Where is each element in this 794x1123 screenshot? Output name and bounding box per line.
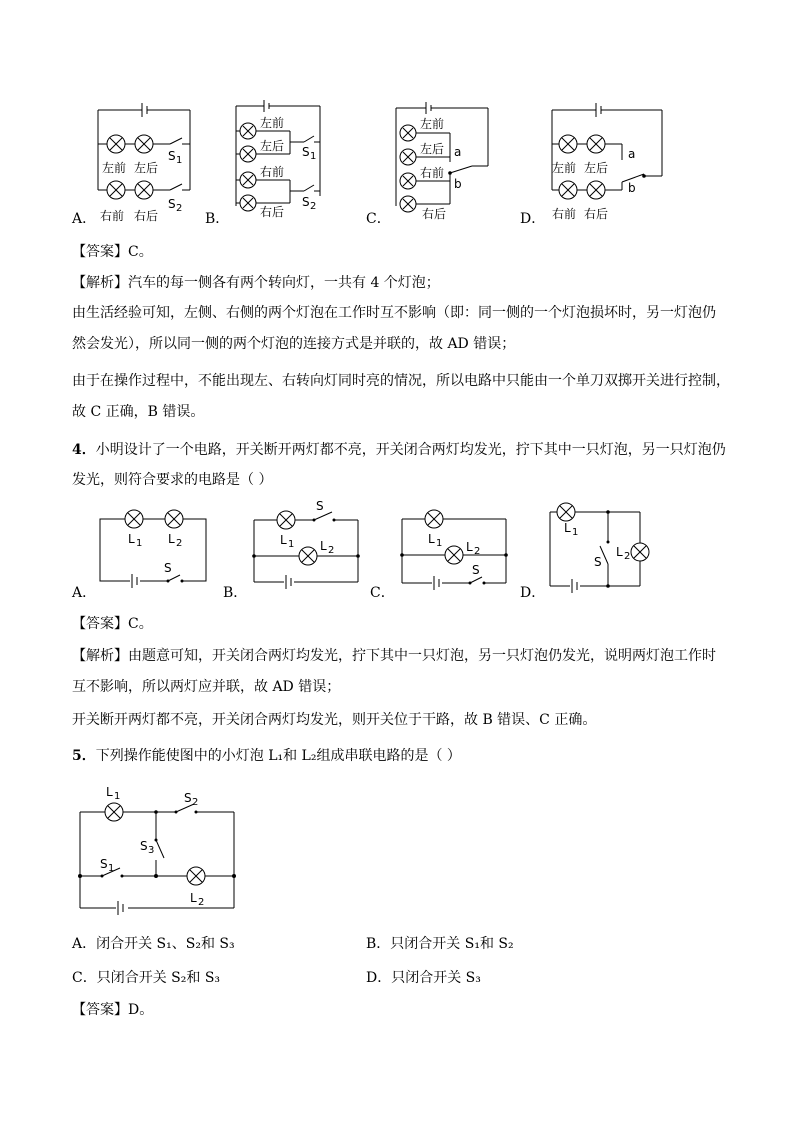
q4b-l1: L [280, 533, 287, 547]
q3c-right-back: 右后 [422, 207, 447, 221]
q3b-s1: S [302, 145, 310, 159]
q4-stem-2: 发光，则符合要求的电路是（ ） [72, 472, 273, 488]
q3d-left-front: 左前 [552, 161, 577, 175]
q4-analysis-text-1: 由题意可知，开关闭合两灯均发光，拧下其中一只灯泡，另一只灯泡仍发光，说明两灯泡工作时 [128, 648, 716, 664]
q3a-s1: S [168, 149, 176, 163]
q4d-l2-sub: 2 [624, 551, 631, 562]
q3-circuit-a [92, 98, 202, 228]
q5-answer-value: D。 [128, 1002, 154, 1018]
q3-analysis-2: 由生活经验可知，左侧、右侧的两个灯泡在工作时互不影响（即：同一侧的一个灯泡损坏时，另一灯泡仍 [72, 305, 716, 321]
q4-option-d-label: D． [520, 585, 546, 601]
q4-stem-text-1: 小明设计了一个电路，开关断开两灯都不亮，开关闭合两灯均发光，拧下其中一只灯泡，另一只灯泡仍 [95, 442, 726, 458]
q4d-l2: L [616, 545, 623, 559]
q3-answer-tag: 【答案】 [72, 244, 128, 260]
q4d-l1-sub: 1 [572, 527, 579, 538]
q3a-right-back: 右后 [134, 209, 159, 223]
q3-analysis-text-1: 汽车的每一侧各有两个转向灯，一共有 4 个灯泡； [128, 275, 440, 291]
q3a-left-back: 左后 [134, 161, 159, 175]
q4c-l1: L [428, 532, 435, 546]
q3-option-b-label: B． [205, 211, 230, 227]
q4-option-a-label: A． [72, 585, 97, 601]
q5-l1-sub: 1 [114, 791, 121, 802]
q5-s1: S [100, 857, 108, 871]
q3-analysis-tag: 【解析】 [72, 275, 128, 291]
q3d-a: a [628, 147, 636, 161]
q5-l2-sub: 2 [198, 897, 205, 908]
q3c-left-back: 左后 [420, 142, 445, 156]
q3-answer [72, 242, 722, 262]
q3-analysis-3: 然会发光），所以同一侧的两个灯泡的连接方式是并联的，故 AD 错误； [72, 336, 516, 352]
q4-answer-value: C。 [128, 616, 153, 632]
q3b-s2: S [302, 195, 310, 209]
q4-option-b-label: B． [223, 585, 248, 601]
q4-answer [72, 614, 722, 634]
q3a-left-front: 左前 [102, 161, 127, 175]
q5-choice-d: D．只闭合开关 S₃ [366, 970, 481, 986]
q4a-l1-sub: 1 [136, 538, 143, 549]
q3b-s2-sub: 2 [310, 201, 317, 212]
q4a-l2-sub: 2 [176, 538, 183, 549]
q3-circuit-b [228, 98, 338, 228]
q4b-s: S [316, 500, 324, 513]
q4d-l1: L [564, 521, 571, 535]
q4-circuit-d [544, 500, 664, 595]
q3d-right-front: 右前 [552, 207, 577, 221]
q4c-l2: L [466, 540, 473, 554]
q4a-l1: L [128, 532, 135, 546]
q4-option-c-label: C． [370, 585, 395, 601]
q4-answer-tag: 【答案】 [72, 616, 128, 632]
q5-l1: L [106, 785, 113, 799]
q5-s3-sub: 3 [148, 845, 155, 856]
q4-number: 4． [72, 442, 96, 458]
q4d-s: S [594, 555, 602, 569]
q5-stem-text: 下列操作能使图中的小灯泡 L₁和 L₂组成串联电路的是（ ） [95, 748, 461, 764]
q3d-right-back: 右后 [584, 207, 609, 221]
q4c-l1-sub: 1 [436, 538, 443, 549]
q3-circuit-d [544, 98, 674, 228]
q5-choice-b: B．只闭合开关 S₁和 S₂ [366, 936, 514, 952]
q4a-s: S [164, 561, 172, 575]
q4-analysis-3: 开关断开两灯都不亮，开关闭合两灯均发光，则开关位于干路，故 B 错误、C 正确。 [72, 712, 597, 728]
q5-answer-tag: 【答案】 [72, 1002, 128, 1018]
q3d-b: b [628, 181, 636, 195]
q5-answer [72, 1000, 722, 1020]
q4-analysis-1 [72, 646, 722, 666]
q3-analysis-4: 由于在操作过程中，不能出现左、右转向灯同时亮的情况，所以电路中只能由一个单刀双掷开关进行控制， [72, 373, 730, 389]
q4c-s: S [472, 563, 480, 577]
q3-analysis-5: 故 C 正确，B 错误。 [72, 404, 205, 420]
q3b-right-back: 右后 [260, 205, 285, 219]
q3-option-c-label: C． [366, 211, 391, 227]
q3c-b: b [454, 177, 462, 191]
q5-choice-a: A．闭合开关 S₁、S₂和 S₃ [72, 936, 235, 952]
q3b-s1-sub: 1 [310, 151, 317, 162]
q5-choice-c: C．只闭合开关 S₂和 S₃ [72, 970, 221, 986]
q4a-l2: L [168, 532, 175, 546]
q4c-l2-sub: 2 [474, 546, 481, 557]
q4-circuit-a [94, 505, 214, 590]
q4b-l1-sub: 1 [288, 539, 295, 550]
q5-s1-sub: 1 [108, 863, 115, 874]
q5-s2-sub: 2 [192, 797, 199, 808]
q4-circuit-b [248, 500, 368, 592]
q3b-left-back: 左后 [260, 139, 285, 153]
q3a-s2-sub: 2 [176, 203, 183, 214]
q4-stem-1 [72, 440, 726, 460]
q5-s3: S [140, 839, 148, 853]
q4b-l2: L [320, 539, 327, 553]
q3a-s2: S [168, 197, 176, 211]
q4-analysis-tag: 【解析】 [72, 648, 128, 664]
q3-option-a-label: A． [72, 211, 97, 227]
q3d-left-back: 左后 [584, 161, 609, 175]
q3-option-d-label: D． [520, 211, 546, 227]
q3c-left-front: 左前 [420, 117, 445, 131]
q4-circuit-c [396, 505, 516, 590]
q3-answer-value: C。 [128, 244, 153, 260]
q3a-s1-sub: 1 [176, 155, 183, 166]
q3a-right-front: 右前 [100, 209, 125, 223]
q3-circuit-c [388, 98, 498, 228]
q3c-right-front: 右前 [420, 166, 445, 180]
q5-circuit [74, 782, 244, 917]
q5-s2: S [184, 791, 192, 805]
q5-number: 5． [72, 748, 96, 764]
q5-l2: L [190, 891, 197, 905]
q3c-a: a [454, 145, 462, 159]
q3b-left-front: 左前 [260, 116, 285, 130]
q4-analysis-2: 互不影响，所以两灯应并联，故 AD 错误； [72, 679, 341, 695]
q5-stem [72, 746, 722, 766]
q3-analysis-1 [72, 273, 722, 293]
q4b-l2-sub: 2 [328, 545, 335, 556]
q3b-right-front: 右前 [260, 165, 285, 179]
